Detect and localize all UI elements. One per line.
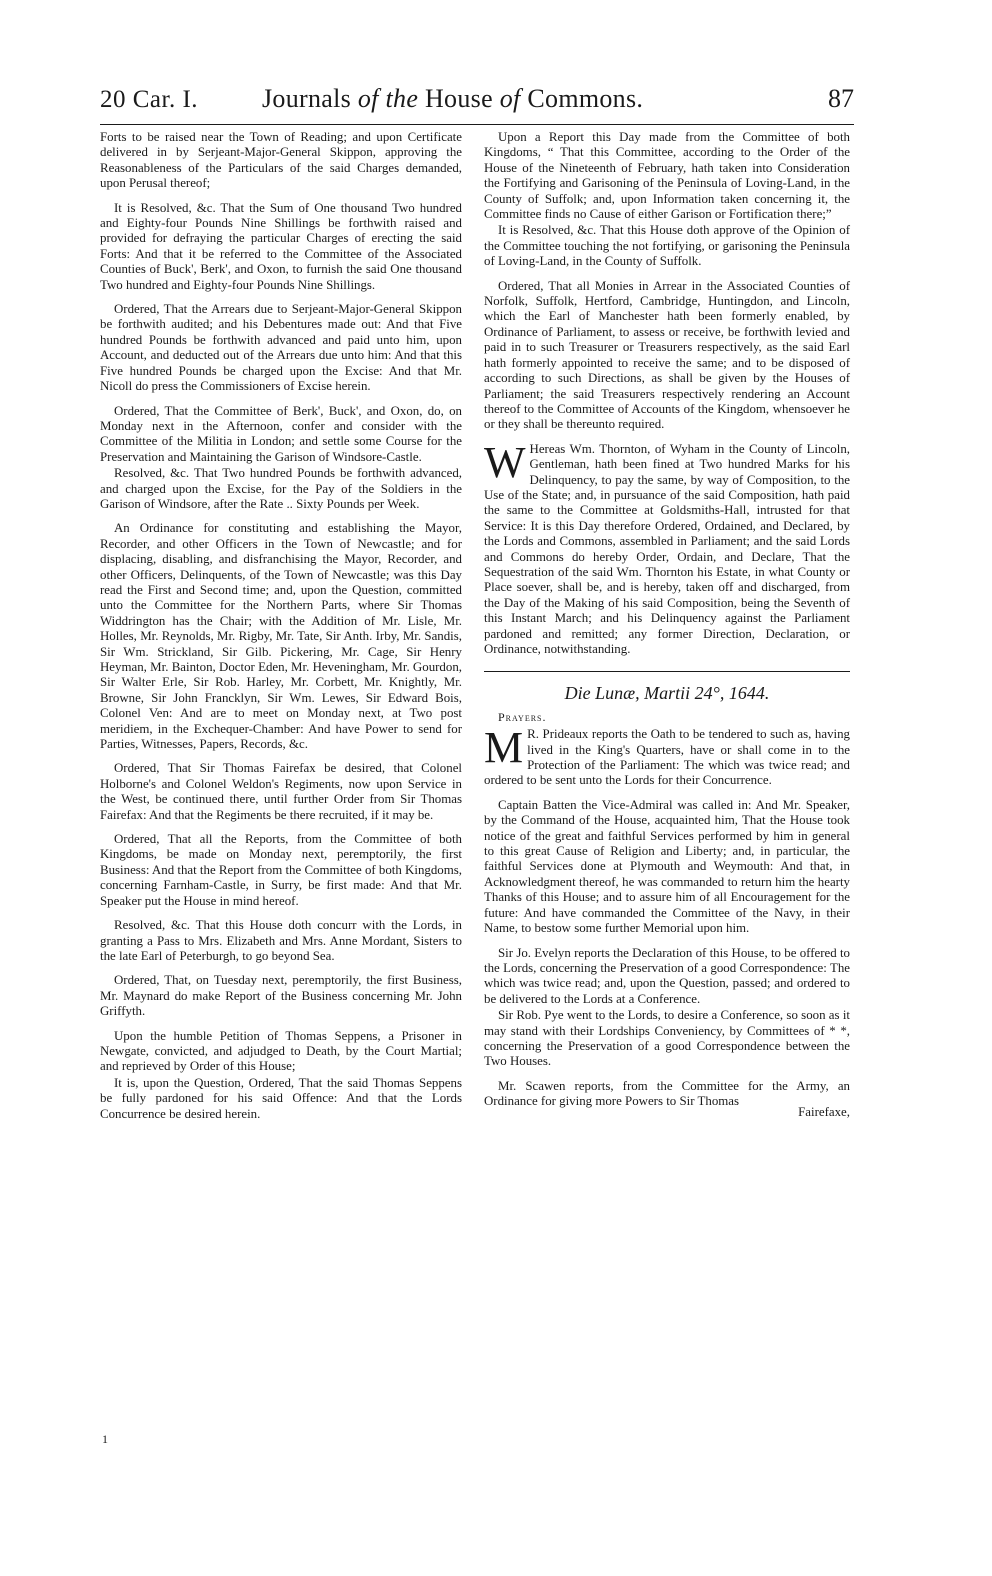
- regnal-year: 20 Car. I.: [100, 86, 199, 113]
- paragraph: Mr. Scawen reports, from the Committee for the Army, an Ordinance for giving more Powers to Sir Thomas: [484, 1078, 850, 1109]
- paragraph: Sir Jo. Evelyn reports the Declaration of this House, to be offered to the Lords, concerning the Preservation of a good Correspondence: The which was twice read; and, upon the Question, passed; and ordered to be delivered to the Lords at a Conference.: [484, 945, 850, 1006]
- paragraph: An Ordinance for constituting and establishing the Mayor, Recorder, and other Officers in the Town of Newcastle; and for displacing, disabling, and disfranchising the Mayor, Recorder, and other Officers, Delinquents, of the Town of Newcastle; was this Day read the First and Second time; and, upon the Question, committed unto the Committee for the Northern Parts, where Sir Thomas Widdrington has the Chair; with the Addition of Mr. Lisle, Mr. Holles, Mr. Reynolds, Mr. Rigby, Mr. Tate, Sir Anth. Irby, Mr. Sandis, Sir Wm. Strickland, Sir Gilb. Pickering, Mr. Cage, Sir Henry Heyman, Mr. Bainton, Doctor Eden, Mr. Heveningham, Mr. Gourdon, Sir Walter Erle, Sir Rob. Harley, Mr. Corbett, Mr. Knightly, Mr. Browne, Sir John Francklyn, Sir Wm. Lewes, Sir Edward Bois, Colonel Ven: And are to meet on Monday next, at Two post meridiem, in the Exchequer-Chamber: And have Power to send for Parties, Witnesses, Papers, Records, &c.: [100, 521, 462, 752]
- paragraph: Ordered, That the Committee of Berk', Buck', and Oxon, do, on Monday next in the Afternoon, confer and consider with the Committee of the Militia in London; and settle some Course for the Preservation and Maintaining the Garison of Windsore-Castle.: [100, 403, 462, 464]
- paragraph: Upon a Report this Day made from the Committee of both Kingdoms, “ That this Committee, according to the Order of the House of the Nineteenth of February, hath taken into Consideration the Fortifying and Garisoning of the Peninsula of Loving-Land, in the County of Suffolk; and, upon Information taken concerning it, the Committee finds no Cause of either Garison or Fortification there;”: [484, 130, 850, 222]
- paragraph: It is, upon the Question, Ordered, That the said Thomas Seppens be fully pardoned for his said Offence: And that the Lords Concurrence be desired herein.: [100, 1075, 462, 1121]
- paragraph: Ordered, That all Monies in Arrear in the Associated Counties of Norfolk, Suffolk, Hertford, Cambridge, Huntingdon, and Lincoln, which the Earl of Manchester hath been formerly enabled, by Ordinance of Parliament, to assess or receive, be forthwith levied and paid in to such Treasurer or Treasurers respectively, as the said Earl hath formerly appointed to receive the same; and to be disposed of according to such Directions, as shall be given by the Houses of Parliament; the said Treasurers respectively rendering an Account thereof to the Committee of Accounts of the Kingdom, whensoever he or they shall be thereunto required.: [484, 278, 850, 432]
- paragraph: Ordered, That the Arrears due to Serjeant-Major-General Skippon be forthwith audited; and his Debentures made out: And that Five hundred Pounds be forthwith advanced and paid unto him, upon Account, and deducted out of the Arrears due unto him: And that this Five hundred Pounds be charged upon the Excise: And that Mr. Nicoll do press the Commissioners of Excise herein.: [100, 302, 462, 394]
- paragraph: Ordered, That, on Tuesday next, peremptorily, the first Business, Mr. Maynard do make Report of the Business concerning Mr. John Griffyth.: [100, 973, 462, 1019]
- prayers-label: Prayers.: [498, 709, 547, 724]
- paragraph: Sir Rob. Pye went to the Lords, to desire a Conference, so soon as it may stand with their Lordships Conveniency, by Committees of * *, concerning the Preservation of a good Correspondence between the Two Houses.: [484, 1008, 850, 1069]
- page-number: 87: [828, 84, 854, 113]
- whereas-paragraph: W Hereas Wm. Thornton, of Wyham in the County of Lincoln, Gentleman, hath been fined at Two hundred Marks for his Delinquency, to pay the same, by way of Composition, to the Use of the State; and, in pursuance of the said Composition, hath paid the same to the Committee at Goldsmiths-Hall, intrusted for that Service: It is this Day therefore Ordered, Ordained, and Declared, by the Lords and Commons, assembled in Parliament; and the said Lords and Commons do hereby Order, Ordain, and Declare, That the Sequestration of the said Wm. Thornton his Estate, in what County or Place soever, shall be, and is hereby, taken off and discharged, from the Day of the Making of his said Composition, being the Seventh of this Instant March; and his Delinquency against the Parliament pardoned and remitted; any former Direction, Declaration, or Ordinance, notwithstanding.: [484, 437, 850, 656]
- paragraph: Ordered, That Sir Thomas Fairefax be desired, that Colonel Holborne's and Colonel Weldon's Regiments, now upon Service in the West, be continued there, until further Order from Sir Thomas Fairefax: And that the Regiments be there recruited, if it may be.: [100, 761, 462, 822]
- running-header: [100, 80, 854, 125]
- signature-mark: 1: [102, 1432, 108, 1446]
- paragraph: Forts to be raised near the Town of Reading; and upon Certificate delivered in by Serjeant-Major-General Skippon, approving the Reasonableness of the Particulars of the said Charges demanded, upon Perusal thereof;: [100, 130, 462, 191]
- drop-capital: M: [484, 723, 524, 773]
- right-column: [484, 130, 850, 1120]
- paragraph: Upon the humble Petition of Thomas Seppens, a Prisoner in Newgate, convicted, and adjudged to Death, by the Court Martial; and reprieved by Order of this House;: [100, 1028, 462, 1074]
- paragraph: Resolved, &c. That Two hundred Pounds be forthwith advanced, and charged upon the Excise, for the Pay of the Soldiers in the Garison of Windsore, after the Rate .. Sixty Pounds per Week.: [100, 466, 462, 511]
- paragraph: Resolved, &c. That this House doth concurr with the Lords, in granting a Pass to Mrs. Elizabeth and Mrs. Anne Mordant, Sisters to the late Earl of Peterburgh, to go beyond Sea.: [100, 918, 462, 963]
- section-divider: [484, 671, 850, 672]
- paragraph: It is Resolved, &c. That this House doth approve of the Opinion of the Committee touching the not fortifying, or garisoning the Peninsula of Loving-Land, in the County of Suffolk.: [484, 223, 850, 269]
- paragraph: M R. Prideaux reports the Oath to be tendered to such as, having lived in the King's Quarters, have or shall come in to the Protection of the Parliament: The which was twice read; and ordered to be sent unto the Lords for their Concurrence.: [484, 723, 850, 788]
- catchword: Fairefaxe,: [798, 1104, 850, 1119]
- paragraph: It is Resolved, &c. That the Sum of One thousand Two hundred and Eighty-four Pounds Nine Shillings be forthwith raised and provided for defraying the particular Charges of erecting the said Forts: And that it be referred to the Committee of the Associated Counties of Buck', Berk', and Oxon, to furnish the said One thousand Two hundred and Eighty-four Pounds Nine Shillings.: [100, 200, 462, 292]
- left-column: [100, 130, 462, 1131]
- journal-title: Journals of the House of Commons.: [262, 84, 644, 113]
- day-heading: Die Lunæ, Martii 24°, 1644.: [564, 683, 770, 704]
- paragraph: Ordered, That all the Reports, from the Committee of both Kingdoms, be made on Monday next, peremptorily, the first Business: And that the Report from the Committee of both Kingdoms, concerning Farnham-Castle, in Surry, be first made: And that Mr. Speaker put the House in mind hereof.: [100, 832, 462, 908]
- drop-capital: W: [484, 437, 526, 487]
- paragraph: Captain Batten the Vice-Admiral was called in: And Mr. Speaker, by the Command of the House, acquainted him, That the House took notice of the great and faithful Services performed by him in general to this great Cause of Religion and Liberty; and, in particular, the faithful Services done at Plymouth and Weymouth: And that, in Acknowledgment thereof, he was commanded to return him the hearty Thanks of this House; and to assure him of all Encouragement for the future: And have commanded the Committee of the Navy, in their Name, to bestow some further Memorial upon him.: [484, 797, 850, 936]
